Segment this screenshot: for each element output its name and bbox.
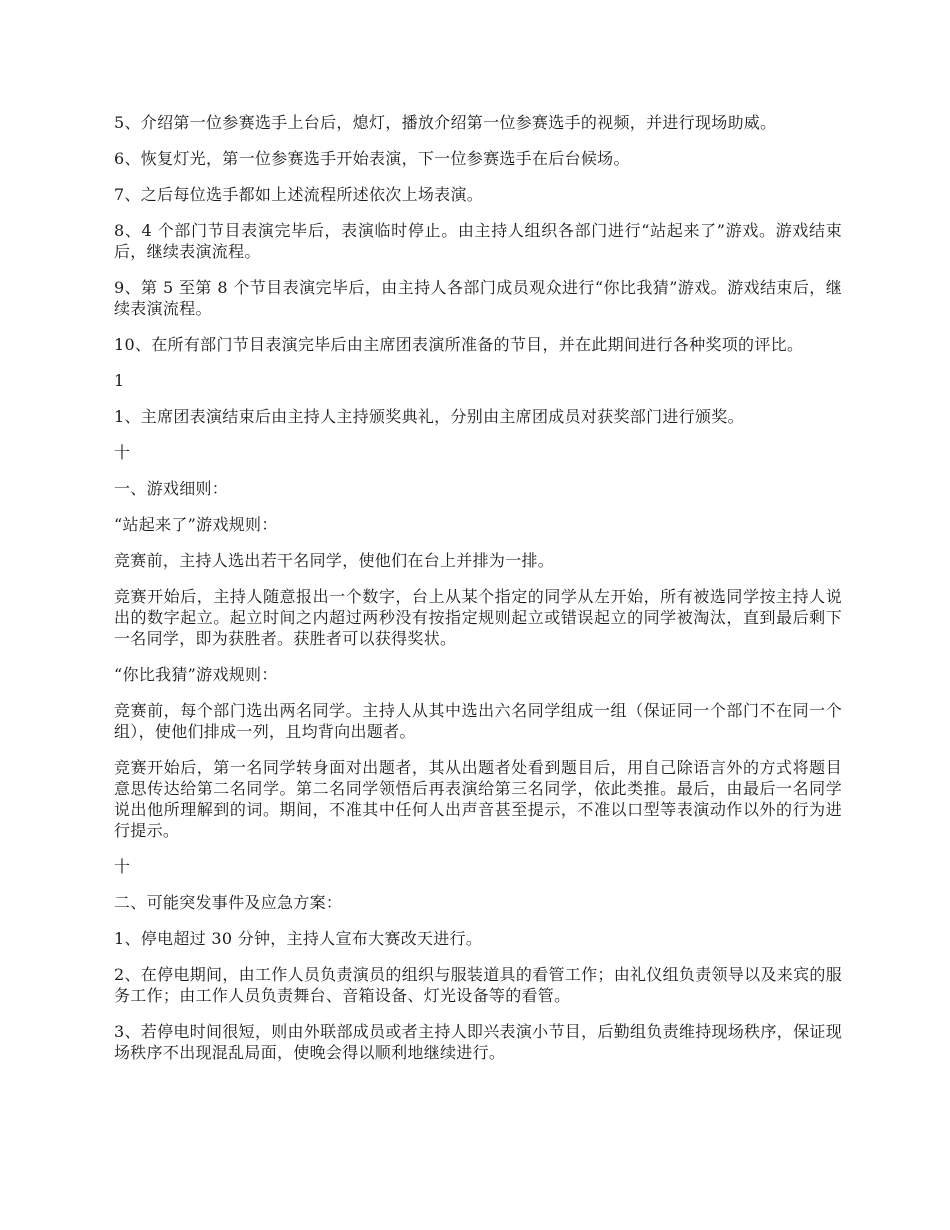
paragraph-charades-after: 竞赛开始后，第一名同学转身面对出题者，其从出题者处看到题目后，用自己除语言外的方式将题目意思传达给第二名同学。第二名同学领悟后再表演给第三名同学，依此类推。最后，由最后一名同学说出他所理解到的词。期间，不准其中任何人出声音甚至提示，不准以口型等表演动作以外的行为进行提示。 (114, 758, 842, 840)
paragraph-step-10: 10、在所有部门节目表演完毕后由主席团表演所准备的节目，并在此期间进行各种奖项的评比。 (114, 335, 804, 354)
paragraph-emergency-3: 3、若停电时间很短，则由外联部成员或者主持人即兴表演小节目，后勤组负责维持现场秩序，保证现场秩序不出现混乱局面，使晚会得以顺利地继续进行。 (114, 1022, 842, 1062)
paragraph-step-7: 7、之后每位选手都如上述流程所述依次上场表演。 (114, 185, 484, 204)
paragraph-emergency-1: 1、停电超过 30 分钟，主持人宣布大赛改天进行。 (114, 929, 483, 948)
heading-emergency-plan: 二、可能突发事件及应急方案： (114, 893, 343, 912)
heading-game-rules: 一、游戏细则： (114, 479, 229, 498)
paragraph-emergency-2: 2、在停电期间，由工作人员负责演员的组织与服装道具的看管工作；由礼仪组负责领导以及来宾的服务工作；由工作人员负责舞台、音箱设备、灯光设备等的看管。 (114, 965, 842, 1005)
paragraph-stand-up-before: 竞赛前，主持人选出若干名同学，使他们在台上并排为一排。 (114, 551, 555, 570)
paragraph-stand-up-after: 竞赛开始后，主持人随意报出一个数字，台上从某个指定的同学从左开始，所有被选同学按主持人说出的数字起立。起立时间之内超过两秒没有按指定规则起立或错误起立的同学被淘汰，直到最后剩下一名同学，即为获胜者。获胜者可以获得奖状。 (114, 587, 842, 648)
paragraph-charades-before: 竞赛前，每个部门选出两名同学。主持人从其中选出六名同学组成一组（保证同一个部门不在同一个组），使他们排成一列，且均背向出题者。 (114, 701, 842, 741)
heading-charades-game: “你比我猜”游戏规则： (114, 665, 278, 684)
heading-stand-up-game: “站起来了”游戏规则： (114, 515, 278, 534)
paragraph-step-9: 9、第 5 至第 8 个节目表演完毕后，由主持人各部门成员观众进行“你比我猜”游戏。游戏结束后，继续表演流程。 (114, 278, 842, 318)
paragraph-step-6: 6、恢复灯光，第一位参赛选手开始表演，下一位参赛选手在后台候场。 (114, 149, 630, 168)
section-marker-ten-2: 十 (114, 857, 131, 876)
document-body (114, 112, 842, 1078)
paragraph-step-8: 8、4 个部门节目表演完毕后，表演临时停止。由主持人组织各部门进行“站起来了”游戏。游戏结束后，继续表演流程。 (114, 221, 842, 261)
section-marker-ten-1: 十 (114, 443, 131, 462)
paragraph-step-5: 5、介绍第一位参赛选手上台后，熄灯，播放介绍第一位参赛选手的视频，并进行现场助威。 (114, 113, 777, 132)
section-marker-1: 1 (114, 371, 125, 390)
paragraph-award-ceremony: 1、主席团表演结束后由主持人主持颁奖典礼，分别由主席团成员对获奖部门进行颁奖。 (114, 407, 744, 426)
